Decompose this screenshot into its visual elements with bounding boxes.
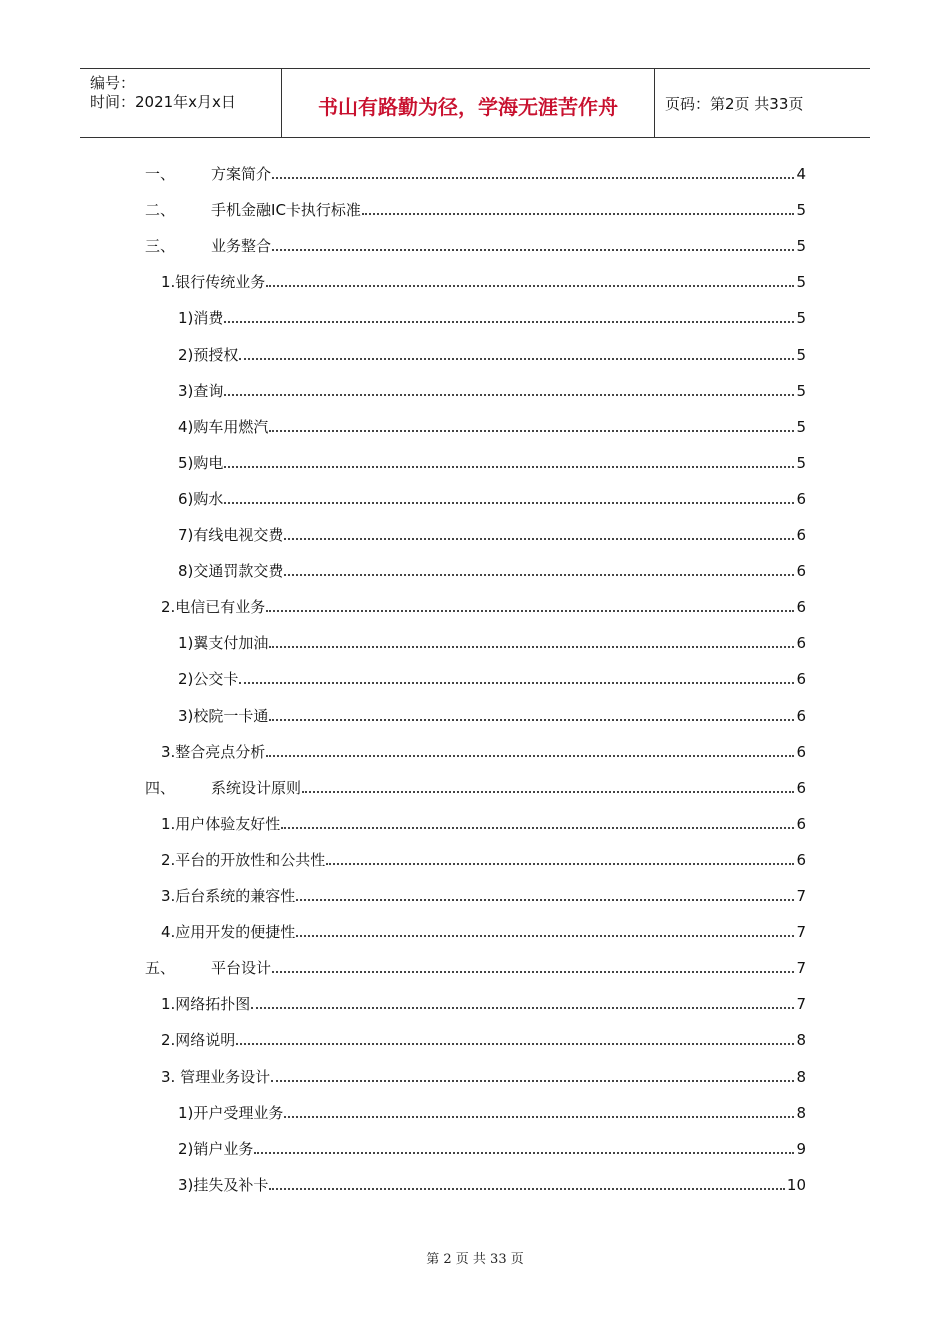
toc-leader-dots (224, 502, 794, 504)
toc-entry-number: 四、 (145, 779, 176, 797)
toc-entry-title: 1.银行传统业务 (161, 273, 266, 291)
toc-entry[interactable] (161, 1063, 806, 1087)
toc-entry-page: 5 (796, 273, 806, 291)
toc-leader-dots (271, 1080, 794, 1082)
toc-entry-title: 3. 管理业务设计 (161, 1068, 271, 1086)
toc-entry-page: 6 (796, 526, 806, 544)
toc-entry-page: 5 (796, 346, 806, 364)
toc-entry-number: 三、 (145, 237, 176, 255)
toc-entry-title: 2)销户业务 (178, 1140, 254, 1158)
number-label: 编号： (90, 74, 136, 92)
toc-leader-dots (302, 791, 794, 793)
toc-entry[interactable] (145, 196, 806, 220)
header-page-info: 页码：第2页 共33页 (665, 95, 804, 113)
toc-entry-page: 9 (796, 1140, 806, 1158)
toc-leader-dots (269, 719, 794, 721)
toc-leader-dots (296, 899, 794, 901)
toc-entry-page: 6 (796, 815, 806, 833)
toc-entry[interactable] (178, 413, 806, 437)
toc-entry-page: 6 (796, 634, 806, 652)
toc-entry-page: 6 (796, 670, 806, 688)
toc-entry-page: 5 (796, 418, 806, 436)
toc-entry-title: 7)有线电视交费 (178, 526, 284, 544)
toc-entry[interactable] (161, 810, 806, 834)
toc-entry-number: 五、 (145, 959, 176, 977)
toc-entry[interactable] (178, 1099, 806, 1123)
toc-entry-title: 4)购车用燃汽 (178, 418, 269, 436)
toc-leader-dots (224, 466, 794, 468)
toc-entry-page: 7 (796, 923, 806, 941)
toc-leader-dots (284, 1116, 794, 1118)
toc-entry[interactable] (161, 738, 806, 762)
toc-leader-dots (269, 430, 794, 432)
toc-entry[interactable] (178, 702, 806, 726)
toc-entry-title: 1.网络拓扑图 (161, 995, 251, 1013)
toc-entry[interactable] (145, 954, 806, 978)
toc-entry[interactable] (145, 774, 806, 798)
header-meta-cell (80, 69, 282, 137)
toc-entry-title: 6)购水 (178, 490, 224, 508)
toc-entry-title: 2.网络说明 (161, 1031, 236, 1049)
toc-entry-title: 2)公交卡 (178, 670, 239, 688)
toc-entry[interactable] (161, 268, 806, 292)
toc-leader-dots (239, 358, 794, 360)
toc-entry-page: 7 (796, 887, 806, 905)
toc-entry[interactable] (161, 593, 806, 617)
toc-leader-dots (254, 1152, 794, 1154)
toc-entry-title: 1)消费 (178, 309, 224, 327)
toc-leader-dots (266, 755, 794, 757)
toc-entry[interactable] (178, 485, 806, 509)
toc-entry-page: 6 (796, 707, 806, 725)
toc-entry-page: 5 (796, 309, 806, 327)
toc-entry-number: 二、 (145, 201, 176, 219)
toc-entry[interactable] (178, 449, 806, 473)
toc-entry-page: 6 (796, 598, 806, 616)
toc-entry-title: 3)查询 (178, 382, 224, 400)
toc-entry-page: 6 (796, 490, 806, 508)
toc-entry[interactable] (145, 232, 806, 256)
toc-leader-dots (269, 1188, 785, 1190)
toc-entry-title: 5)购电 (178, 454, 224, 472)
toc-entry[interactable] (178, 377, 806, 401)
toc-entry-title: 手机金融IC卡执行标准 (211, 201, 361, 219)
toc-entry-title: 方案简介 (211, 165, 272, 183)
toc-leader-dots (272, 971, 794, 973)
toc-entry[interactable] (161, 882, 806, 906)
toc-entry-page: 5 (796, 382, 806, 400)
toc-leader-dots (326, 863, 794, 865)
toc-leader-dots (266, 285, 794, 287)
toc-entry-title: 4.应用开发的便捷性 (161, 923, 296, 941)
toc-leader-dots (224, 321, 794, 323)
toc-leader-dots (362, 213, 795, 215)
toc-entry-page: 10 (786, 1176, 806, 1194)
toc-entry[interactable] (178, 1135, 806, 1159)
toc-leader-dots (272, 177, 794, 179)
toc-entry[interactable] (178, 521, 806, 545)
toc-entry[interactable] (178, 304, 806, 328)
toc-leader-dots (272, 249, 794, 251)
toc-leader-dots (239, 682, 794, 684)
toc-entry-page: 7 (796, 959, 806, 977)
document-header (80, 68, 870, 138)
toc-entry-title: 8)交通罚款交费 (178, 562, 284, 580)
toc-entry-page: 8 (796, 1104, 806, 1122)
date-line: 时间：2021年x月x日 (90, 93, 236, 111)
toc-entry-page: 8 (796, 1068, 806, 1086)
toc-entry[interactable] (178, 557, 806, 581)
toc-leader-dots (224, 394, 794, 396)
header-page-cell (655, 69, 870, 137)
toc-leader-dots (236, 1043, 794, 1045)
toc-entry-title: 3)挂失及补卡 (178, 1176, 269, 1194)
toc-entry[interactable] (161, 918, 806, 942)
toc-entry-title: 2)预授权 (178, 346, 239, 364)
toc-entry-title: 1)翼支付加油 (178, 634, 269, 652)
toc-entry[interactable] (161, 846, 806, 870)
toc-entry-title: 3.后台系统的兼容性 (161, 887, 296, 905)
toc-entry-page: 6 (796, 743, 806, 761)
toc-entry-title: 平台设计 (211, 959, 272, 977)
page-footer: 第 2 页 共 33 页 (426, 1252, 524, 1267)
toc-entry-title: 1)开户受理业务 (178, 1104, 284, 1122)
toc-entry-page: 6 (796, 779, 806, 797)
toc-leader-dots (269, 646, 794, 648)
toc-leader-dots (284, 574, 794, 576)
toc-entry-title: 业务整合 (211, 237, 272, 255)
toc-entry[interactable] (161, 1026, 806, 1050)
toc-leader-dots (266, 610, 794, 612)
toc-entry[interactable] (178, 665, 806, 689)
toc-entry-page: 5 (796, 454, 806, 472)
toc-leader-dots (284, 538, 794, 540)
toc-entry[interactable] (178, 341, 806, 365)
toc-entry-title: 系统设计原则 (211, 779, 302, 797)
toc-entry-page: 6 (796, 562, 806, 580)
toc-entry-page: 5 (796, 237, 806, 255)
toc-entry[interactable] (161, 990, 806, 1014)
toc-entry-number: 一、 (145, 165, 176, 183)
toc-entry-page: 7 (796, 995, 806, 1013)
toc-entry[interactable] (178, 629, 806, 653)
toc-entry-page: 6 (796, 851, 806, 869)
toc-leader-dots (251, 1007, 794, 1009)
toc-entry-title: 1.用户体验友好性 (161, 815, 281, 833)
toc-entry-title: 2.平台的开放性和公共性 (161, 851, 326, 869)
toc-entry-title: 3)校院一卡通 (178, 707, 269, 725)
toc-entry-title: 3.整合亮点分析 (161, 743, 266, 761)
header-motto-cell (282, 69, 655, 137)
toc-entry-page: 8 (796, 1031, 806, 1049)
toc-entry-title: 2.电信已有业务 (161, 598, 266, 616)
toc-entry[interactable] (178, 1171, 806, 1195)
toc-entry[interactable] (145, 160, 806, 184)
toc-entry-page: 5 (796, 201, 806, 219)
toc-entry-page: 4 (796, 165, 806, 183)
toc-leader-dots (281, 827, 794, 829)
toc-leader-dots (296, 935, 794, 937)
header-motto: 书山有路勤为径，学海无涯苦作舟 (318, 95, 618, 119)
